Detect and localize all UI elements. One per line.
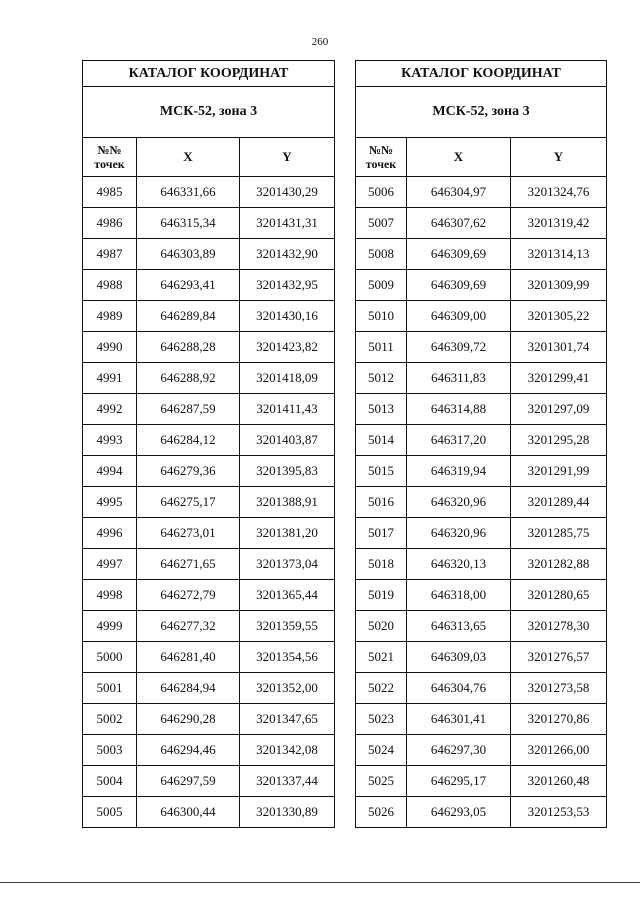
table-row [83, 766, 335, 797]
table-row [83, 425, 335, 456]
y-coordinate-cell: 3201352,00 [240, 673, 335, 704]
x-coordinate-cell: 646303,89 [137, 239, 240, 270]
y-coordinate-cell: 3201381,20 [240, 518, 335, 549]
point-number-cell: 5015 [356, 456, 407, 487]
y-coordinate-cell: 3201278,30 [511, 611, 607, 642]
point-number-cell: 4995 [83, 487, 137, 518]
point-number-cell: 4989 [83, 301, 137, 332]
y-coordinate-cell: 3201291,99 [511, 456, 607, 487]
y-coordinate-cell: 3201324,76 [511, 177, 607, 208]
table-row [356, 518, 607, 549]
point-number-cell: 4998 [83, 580, 137, 611]
table-row [356, 239, 607, 270]
x-coordinate-cell: 646314,88 [407, 394, 511, 425]
x-coordinate-cell: 646309,72 [407, 332, 511, 363]
x-coordinate-cell: 646300,44 [137, 797, 240, 828]
y-coordinate-cell: 3201280,65 [511, 580, 607, 611]
table-row [356, 611, 607, 642]
x-coordinate-cell: 646290,28 [137, 704, 240, 735]
x-coordinate-cell: 646301,41 [407, 704, 511, 735]
x-coordinate-cell: 646294,46 [137, 735, 240, 766]
x-coordinate-cell: 646315,34 [137, 208, 240, 239]
table-row [356, 301, 607, 332]
y-coordinate-cell: 3201359,55 [240, 611, 335, 642]
x-coordinate-cell: 646281,40 [137, 642, 240, 673]
table-row [83, 642, 335, 673]
catalog-title: КАТАЛОГ КООРДИНАТ [83, 61, 335, 87]
y-coordinate-cell: 3201423,82 [240, 332, 335, 363]
table-row [83, 518, 335, 549]
table-row [83, 549, 335, 580]
x-coordinate-cell: 646288,92 [137, 363, 240, 394]
y-coordinate-cell: 3201431,31 [240, 208, 335, 239]
x-coordinate-cell: 646320,96 [407, 518, 511, 549]
point-number-cell: 5006 [356, 177, 407, 208]
point-number-cell: 5021 [356, 642, 407, 673]
y-coordinate-cell: 3201309,99 [511, 270, 607, 301]
point-number-cell: 4993 [83, 425, 137, 456]
x-coordinate-cell: 646313,65 [407, 611, 511, 642]
point-number-cell: 5017 [356, 518, 407, 549]
table-body [356, 177, 607, 828]
x-coordinate-cell: 646277,32 [137, 611, 240, 642]
point-number-cell: 4992 [83, 394, 137, 425]
y-coordinate-cell: 3201282,88 [511, 549, 607, 580]
table-row [83, 735, 335, 766]
point-number-cell: 5003 [83, 735, 137, 766]
y-coordinate-cell: 3201297,09 [511, 394, 607, 425]
x-coordinate-cell: 646271,65 [137, 549, 240, 580]
table-row [356, 394, 607, 425]
coordinate-catalog-left [82, 60, 335, 828]
point-number-cell: 4986 [83, 208, 137, 239]
x-coordinate-cell: 646293,41 [137, 270, 240, 301]
column-header-point-number: №№ точек [83, 138, 137, 177]
x-coordinate-cell: 646273,01 [137, 518, 240, 549]
x-coordinate-cell: 646275,17 [137, 487, 240, 518]
point-number-cell: 5011 [356, 332, 407, 363]
table-row [356, 332, 607, 363]
x-coordinate-cell: 646288,28 [137, 332, 240, 363]
y-coordinate-cell: 3201330,89 [240, 797, 335, 828]
y-coordinate-cell: 3201319,42 [511, 208, 607, 239]
point-number-cell: 5020 [356, 611, 407, 642]
point-number-cell: 5012 [356, 363, 407, 394]
y-coordinate-cell: 3201418,09 [240, 363, 335, 394]
y-coordinate-cell: 3201285,75 [511, 518, 607, 549]
table-row [356, 673, 607, 704]
table-row [83, 332, 335, 363]
y-coordinate-cell: 3201273,58 [511, 673, 607, 704]
table-row [356, 456, 607, 487]
point-number-cell: 4987 [83, 239, 137, 270]
x-coordinate-cell: 646307,62 [407, 208, 511, 239]
point-number-cell: 4997 [83, 549, 137, 580]
page-number: 260 [311, 36, 329, 48]
point-number-cell: 5004 [83, 766, 137, 797]
point-number-cell: 4988 [83, 270, 137, 301]
table-row [83, 456, 335, 487]
table-row [356, 487, 607, 518]
y-coordinate-cell: 3201270,86 [511, 704, 607, 735]
y-coordinate-cell: 3201260,48 [511, 766, 607, 797]
table-row [83, 270, 335, 301]
y-coordinate-cell: 3201432,90 [240, 239, 335, 270]
table-row [83, 363, 335, 394]
point-number-cell: 5024 [356, 735, 407, 766]
y-coordinate-cell: 3201432,95 [240, 270, 335, 301]
x-coordinate-cell: 646309,00 [407, 301, 511, 332]
y-coordinate-cell: 3201337,44 [240, 766, 335, 797]
y-coordinate-cell: 3201347,65 [240, 704, 335, 735]
x-coordinate-cell: 646317,20 [407, 425, 511, 456]
x-coordinate-cell: 646293,05 [407, 797, 511, 828]
table-row [356, 549, 607, 580]
y-coordinate-cell: 3201373,04 [240, 549, 335, 580]
x-coordinate-cell: 646289,84 [137, 301, 240, 332]
column-header-point-number: №№ точек [356, 138, 407, 177]
table-row [83, 301, 335, 332]
column-header-x: X [137, 138, 240, 177]
table-row [356, 425, 607, 456]
point-number-cell: 5014 [356, 425, 407, 456]
table-body [83, 177, 335, 828]
y-coordinate-cell: 3201301,74 [511, 332, 607, 363]
point-number-cell: 5022 [356, 673, 407, 704]
x-coordinate-cell: 646304,97 [407, 177, 511, 208]
y-coordinate-cell: 3201299,41 [511, 363, 607, 394]
table-row [83, 394, 335, 425]
point-number-cell: 4996 [83, 518, 137, 549]
coordinate-system: МСК-52, зона 3 [83, 87, 335, 138]
x-coordinate-cell: 646297,30 [407, 735, 511, 766]
y-coordinate-cell: 3201411,43 [240, 394, 335, 425]
table-row [356, 177, 607, 208]
y-coordinate-cell: 3201395,83 [240, 456, 335, 487]
y-coordinate-cell: 3201354,56 [240, 642, 335, 673]
point-number-cell: 5010 [356, 301, 407, 332]
x-coordinate-cell: 646309,69 [407, 270, 511, 301]
table-row [356, 766, 607, 797]
point-number-cell: 5025 [356, 766, 407, 797]
coordinate-catalog-right [355, 60, 607, 828]
y-coordinate-cell: 3201314,13 [511, 239, 607, 270]
table-row [83, 673, 335, 704]
table-row [356, 797, 607, 828]
table-row [83, 704, 335, 735]
table-row [83, 177, 335, 208]
x-coordinate-cell: 646311,83 [407, 363, 511, 394]
table-row [356, 270, 607, 301]
y-coordinate-cell: 3201305,22 [511, 301, 607, 332]
point-number-cell: 5008 [356, 239, 407, 270]
point-number-cell: 5016 [356, 487, 407, 518]
x-coordinate-cell: 646295,17 [407, 766, 511, 797]
point-number-cell: 5019 [356, 580, 407, 611]
point-number-cell: 5023 [356, 704, 407, 735]
y-coordinate-cell: 3201295,28 [511, 425, 607, 456]
point-number-cell: 5009 [356, 270, 407, 301]
x-coordinate-cell: 646304,76 [407, 673, 511, 704]
point-number-cell: 5018 [356, 549, 407, 580]
x-coordinate-cell: 646297,59 [137, 766, 240, 797]
table-row [356, 208, 607, 239]
point-number-cell: 5002 [83, 704, 137, 735]
column-header-y: Y [240, 138, 335, 177]
column-header-y: Y [511, 138, 607, 177]
point-number-cell: 5005 [83, 797, 137, 828]
y-coordinate-cell: 3201342,08 [240, 735, 335, 766]
table-row [356, 363, 607, 394]
point-number-cell: 5007 [356, 208, 407, 239]
y-coordinate-cell: 3201253,53 [511, 797, 607, 828]
point-number-cell: 4991 [83, 363, 137, 394]
x-coordinate-cell: 646318,00 [407, 580, 511, 611]
column-header-x: X [407, 138, 511, 177]
x-coordinate-cell: 646320,13 [407, 549, 511, 580]
x-coordinate-cell: 646331,66 [137, 177, 240, 208]
x-coordinate-cell: 646309,03 [407, 642, 511, 673]
point-number-cell: 4985 [83, 177, 137, 208]
point-number-cell: 5026 [356, 797, 407, 828]
table-row [83, 797, 335, 828]
y-coordinate-cell: 3201430,16 [240, 301, 335, 332]
catalog-title: КАТАЛОГ КООРДИНАТ [356, 61, 607, 87]
table-row [83, 208, 335, 239]
point-number-cell: 4994 [83, 456, 137, 487]
point-number-cell: 4990 [83, 332, 137, 363]
y-coordinate-cell: 3201365,44 [240, 580, 335, 611]
y-coordinate-cell: 3201276,57 [511, 642, 607, 673]
table-row [83, 239, 335, 270]
table-row [356, 580, 607, 611]
table-row [83, 487, 335, 518]
table-row [356, 735, 607, 766]
bottom-divider [0, 882, 640, 883]
y-coordinate-cell: 3201430,29 [240, 177, 335, 208]
y-coordinate-cell: 3201403,87 [240, 425, 335, 456]
coordinate-system: МСК-52, зона 3 [356, 87, 607, 138]
table-row [83, 580, 335, 611]
table-row [83, 611, 335, 642]
x-coordinate-cell: 646319,94 [407, 456, 511, 487]
point-number-cell: 5001 [83, 673, 137, 704]
point-number-cell: 4999 [83, 611, 137, 642]
x-coordinate-cell: 646279,36 [137, 456, 240, 487]
x-coordinate-cell: 646309,69 [407, 239, 511, 270]
point-number-cell: 5000 [83, 642, 137, 673]
y-coordinate-cell: 3201289,44 [511, 487, 607, 518]
y-coordinate-cell: 3201266,00 [511, 735, 607, 766]
x-coordinate-cell: 646320,96 [407, 487, 511, 518]
x-coordinate-cell: 646287,59 [137, 394, 240, 425]
point-number-cell: 5013 [356, 394, 407, 425]
table-row [356, 704, 607, 735]
x-coordinate-cell: 646272,79 [137, 580, 240, 611]
x-coordinate-cell: 646284,12 [137, 425, 240, 456]
y-coordinate-cell: 3201388,91 [240, 487, 335, 518]
x-coordinate-cell: 646284,94 [137, 673, 240, 704]
table-row [356, 642, 607, 673]
